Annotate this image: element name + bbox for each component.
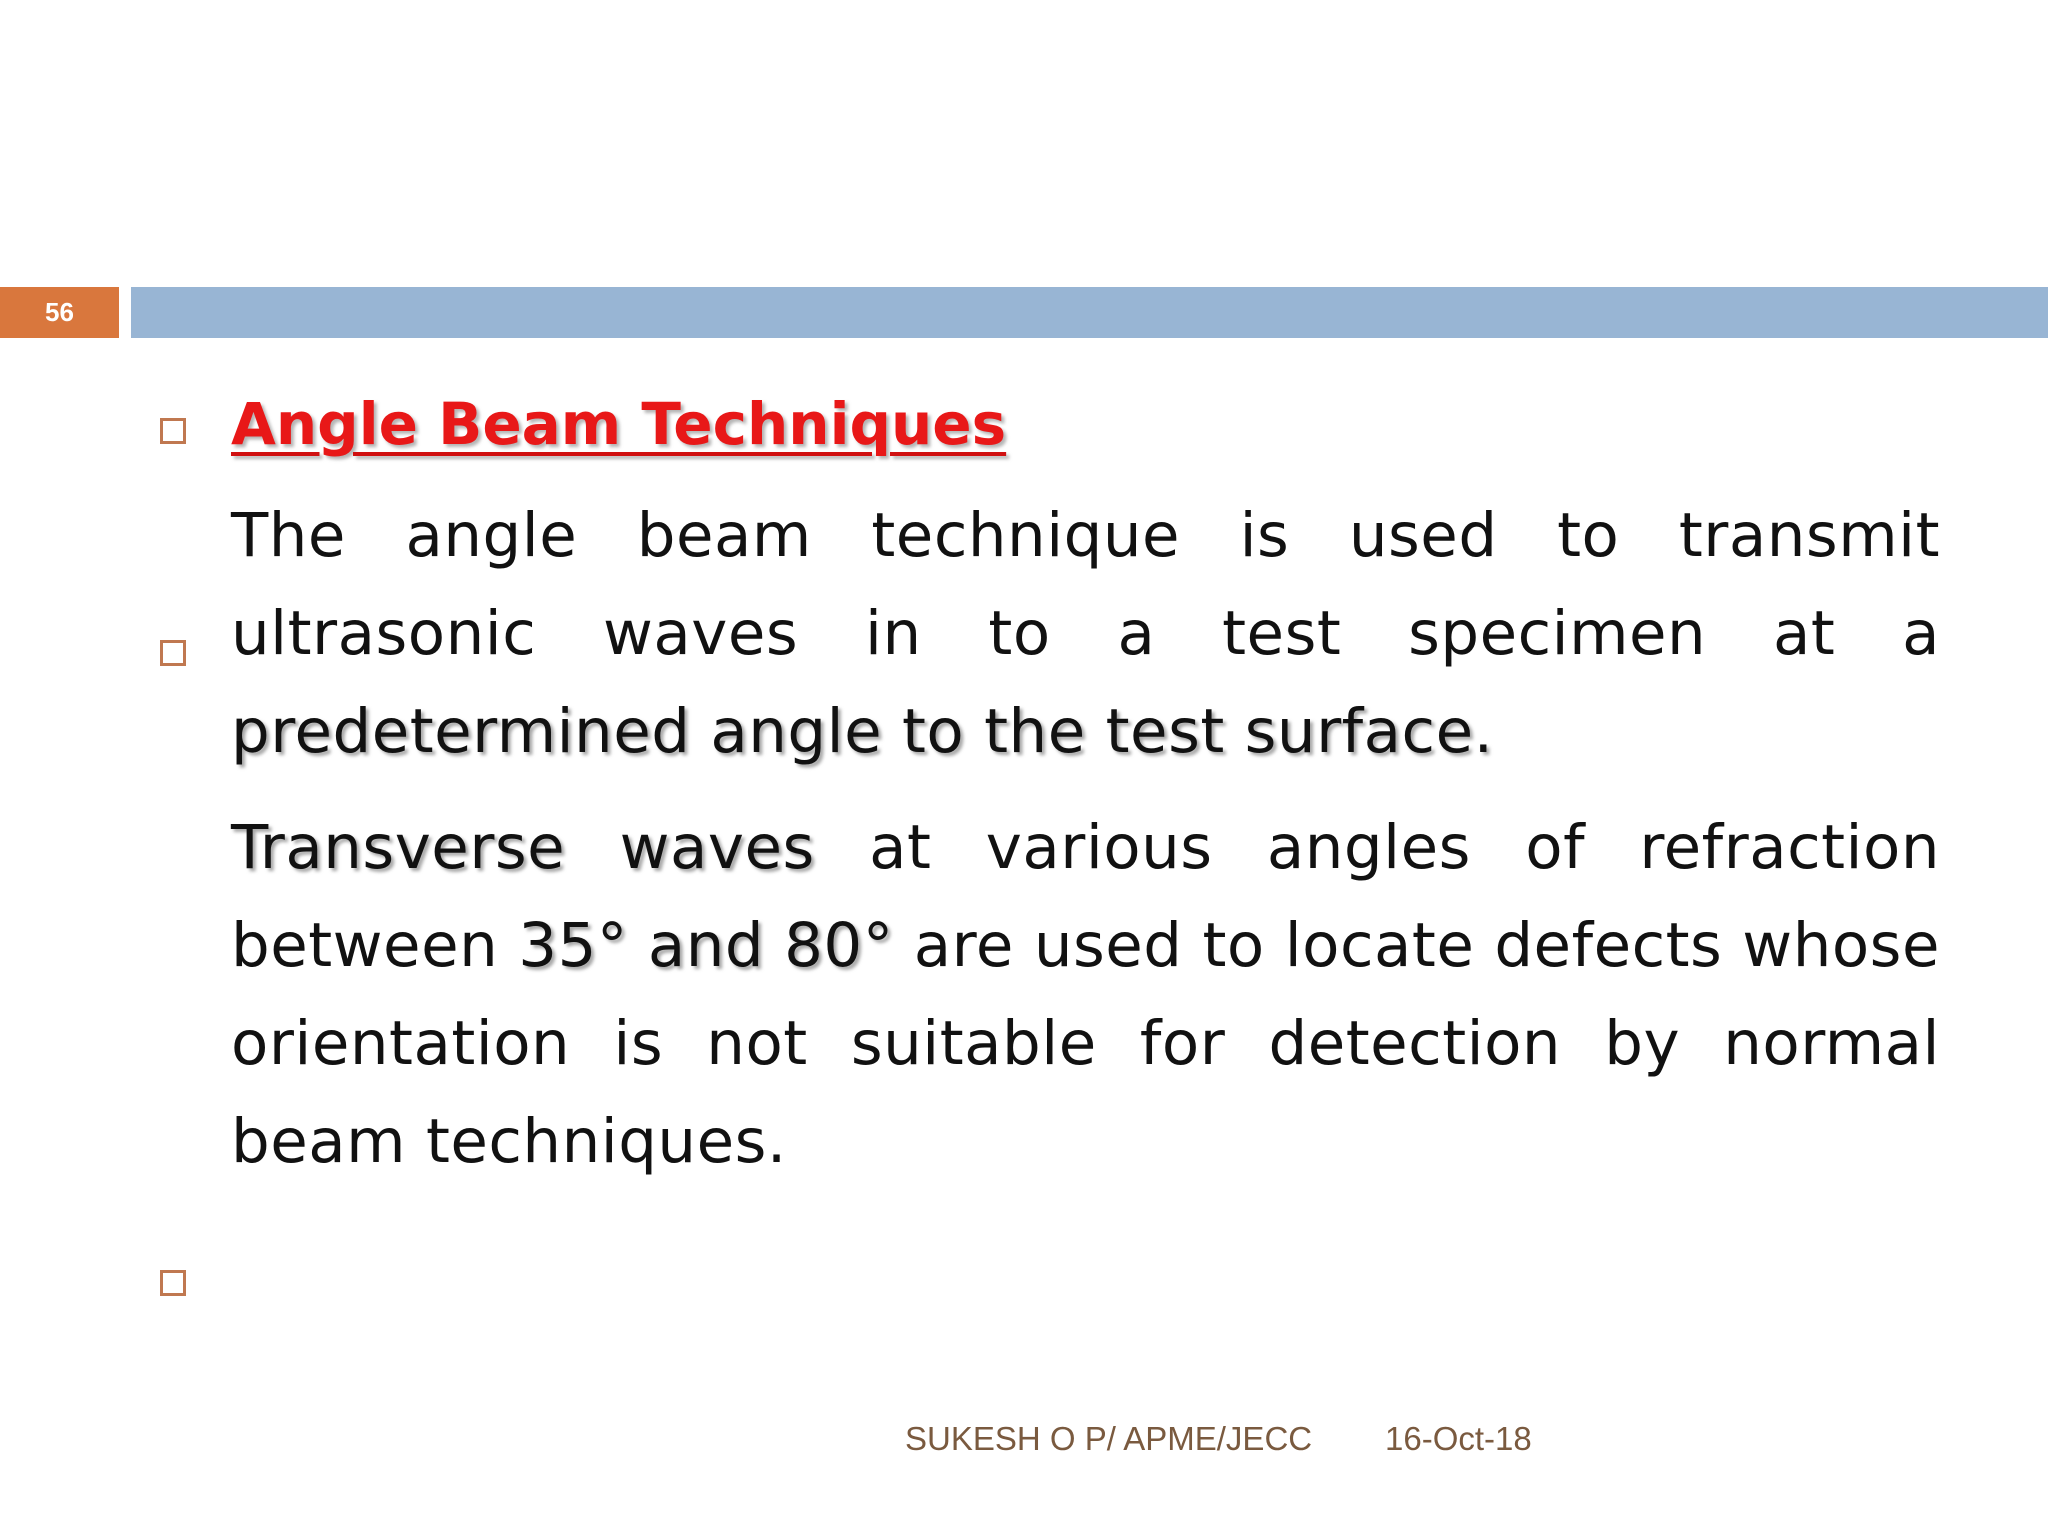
transverse-waves-emphasis: Transverse waves bbox=[231, 812, 815, 883]
angle-range-emphasis: 35° and 80° bbox=[518, 910, 894, 981]
square-bullet-icon bbox=[160, 640, 186, 666]
definition-emphasis: predetermined angle to the test surface. bbox=[231, 696, 1494, 767]
transverse-text-1: at various angles of refraction between bbox=[231, 812, 1940, 981]
slide-heading: Angle Beam Techniques bbox=[231, 390, 1007, 458]
footer-date: 16-Oct-18 bbox=[1385, 1420, 1532, 1457]
bullet-list bbox=[160, 375, 1940, 1191]
bullet-heading bbox=[160, 375, 1940, 473]
title-bar bbox=[131, 287, 2048, 338]
bullet-transverse-waves bbox=[160, 799, 1940, 1191]
footer-author: SUKESH O P/ APME/JECC bbox=[905, 1420, 1313, 1457]
definition-text: The angle beam technique is used to transmit ultrasonic waves in to a test specimen at a bbox=[231, 500, 1940, 669]
bullet-text bbox=[231, 799, 1940, 1191]
bullet-definition bbox=[160, 487, 1940, 781]
square-bullet-icon bbox=[160, 1270, 186, 1296]
footer bbox=[905, 1420, 1532, 1458]
bullet-text bbox=[231, 487, 1940, 781]
slide-number: 56 bbox=[0, 287, 119, 338]
square-bullet-icon bbox=[160, 418, 186, 444]
transverse-text-2: are used to locate defects whose orientation is not suitable for detection by normal beam techniques. bbox=[231, 910, 1940, 1177]
